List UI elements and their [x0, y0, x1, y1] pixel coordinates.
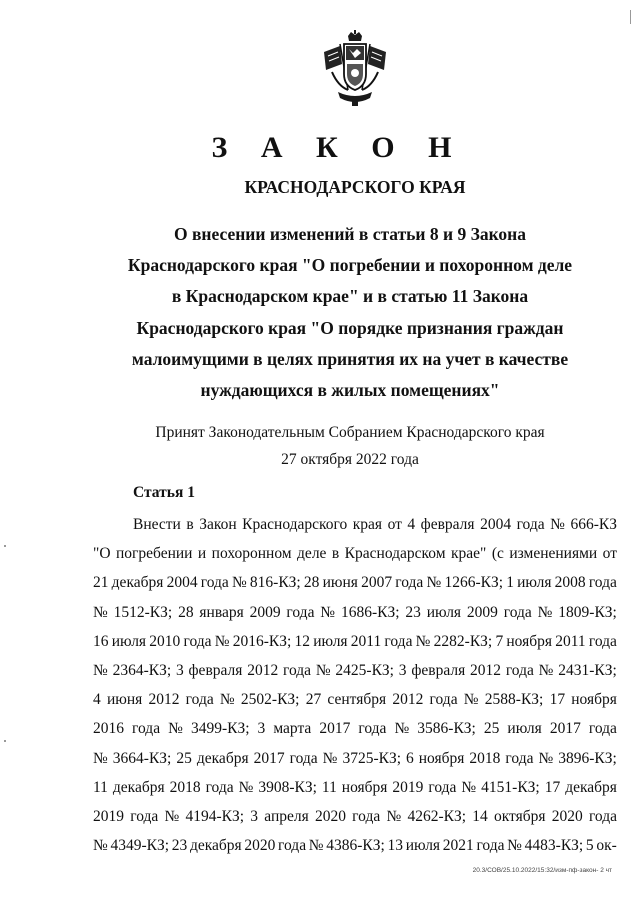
word: 11	[321, 778, 337, 796]
word: июля	[517, 574, 552, 592]
word: 2009	[249, 603, 281, 621]
word: 17	[549, 691, 566, 709]
word: 2009	[466, 603, 498, 621]
word: 16	[93, 632, 109, 650]
word: апреля	[264, 808, 309, 826]
word: года	[588, 808, 617, 826]
word: июля	[426, 603, 462, 621]
word: года	[185, 691, 214, 709]
word: Закон	[199, 516, 237, 533]
word: 1266-КЗ;	[444, 574, 504, 592]
article-line	[93, 744, 617, 773]
word: февраля	[188, 662, 243, 680]
word: 21	[93, 574, 109, 592]
word: 11	[93, 778, 108, 796]
word: 5	[585, 837, 594, 855]
word: №	[93, 837, 108, 855]
word: года	[130, 808, 159, 826]
scan-mark	[630, 10, 631, 24]
word: №	[93, 749, 108, 767]
word: года	[183, 632, 212, 650]
word: 1686-КЗ;	[340, 603, 400, 621]
word: декабря	[112, 778, 165, 796]
article-line	[93, 598, 617, 627]
word: ноября	[571, 691, 617, 709]
adoption-line: Принят Законодательным Собранием Краснодарского края	[155, 424, 545, 441]
adoption-note	[60, 419, 640, 473]
word: года	[588, 574, 617, 592]
word: в	[186, 516, 194, 533]
heading-line: в Краснодарском крае" и в статью 11 Закона	[171, 286, 529, 307]
word: года	[286, 603, 315, 621]
word: 3586-КЗ;	[417, 720, 476, 738]
word: июля	[405, 837, 441, 855]
word: 2019	[392, 778, 424, 796]
word: №	[538, 662, 554, 680]
word: 2012	[148, 691, 180, 709]
word: №	[426, 574, 442, 592]
word: сентября	[327, 691, 387, 709]
word: года	[278, 837, 307, 855]
word: 2019	[93, 808, 124, 826]
word: 23	[405, 603, 421, 621]
word: №	[320, 603, 336, 621]
word: в	[331, 545, 340, 563]
word: 2021	[442, 837, 474, 855]
word: 2010	[149, 632, 181, 650]
word: 3	[250, 808, 259, 826]
word: 2020	[551, 808, 583, 826]
article-line	[93, 773, 617, 802]
word: 2017	[253, 749, 285, 767]
word: 3664-КЗ;	[112, 749, 172, 767]
word: 14	[472, 808, 488, 826]
word: 3	[398, 662, 407, 680]
word: года	[289, 749, 318, 767]
word: 4386-КЗ;	[326, 837, 385, 855]
article-line	[93, 685, 617, 714]
word: изменениями	[509, 545, 598, 563]
article-line	[93, 627, 617, 656]
word: 28	[303, 574, 320, 592]
word: года	[588, 632, 617, 650]
word: 28	[178, 603, 194, 621]
word: №	[315, 662, 331, 680]
word: года	[205, 778, 234, 796]
word: от	[387, 516, 402, 533]
word: №	[386, 808, 402, 826]
article-line	[93, 510, 617, 539]
word: 2011	[350, 632, 382, 650]
word: января	[199, 603, 244, 621]
word: 4349-КЗ;	[110, 837, 170, 855]
document-issuer-title: КРАСНОДАРСКОГО КРАЯ	[244, 177, 466, 197]
article-body	[93, 510, 617, 860]
heading-line: малоимущими в целях принятия их на учет в качестве	[131, 348, 569, 369]
word: 2502-КЗ;	[240, 691, 300, 709]
heading-line: Краснодарского края "О погребении и похоронном деле	[127, 255, 573, 276]
word: №	[415, 632, 431, 650]
word: года	[384, 632, 413, 650]
word: 2004	[480, 516, 512, 533]
word: 2020	[244, 837, 276, 855]
word: №	[537, 603, 553, 621]
word: №	[308, 837, 324, 855]
word: №	[214, 632, 230, 650]
word: "О	[93, 545, 111, 563]
scan-mark	[4, 740, 6, 742]
article-line	[93, 656, 617, 685]
word: Краснодарском	[344, 545, 446, 563]
word: 3499-КЗ;	[190, 720, 250, 738]
word: №	[164, 808, 180, 826]
word: ноября	[506, 632, 553, 650]
word: Внести	[133, 516, 181, 533]
word: №	[538, 749, 554, 767]
word: года	[476, 837, 505, 855]
heading-line: Краснодарского края "О порядке признания граждан	[136, 317, 564, 338]
word: декабря	[189, 837, 242, 855]
word: №	[463, 691, 479, 709]
word: №	[238, 778, 254, 796]
word: 2282-КЗ;	[433, 632, 493, 650]
word: декабря	[111, 574, 164, 592]
word: октября	[493, 808, 546, 826]
word: года	[516, 516, 545, 533]
word: 3908-КЗ;	[258, 778, 317, 796]
word: 4	[93, 691, 101, 709]
word: №	[550, 516, 565, 533]
document-type-title: З А К О Н	[211, 131, 465, 164]
word: года	[358, 720, 387, 738]
word: 2016	[93, 720, 124, 738]
word: похоронном	[211, 545, 292, 563]
word: 2016-КЗ;	[232, 632, 292, 650]
word: №	[322, 749, 338, 767]
heading-line: нуждающихся в жилых помещениях"	[200, 380, 500, 401]
article-line	[93, 568, 617, 597]
word: февраля	[420, 516, 475, 533]
word: №	[93, 603, 108, 621]
word: года	[132, 720, 161, 738]
word: 17	[544, 778, 561, 796]
word: 12	[294, 632, 310, 650]
word: 2004	[166, 574, 198, 592]
word: 27	[305, 691, 322, 709]
word: ок-	[596, 837, 617, 855]
word: года	[429, 691, 458, 709]
word: февраля	[411, 662, 466, 680]
word: года	[282, 662, 312, 680]
footer-code: 20.3/СОВ/25.10.2022/15:32/изм-пф-закон- 2 чт	[472, 867, 612, 874]
word: марта	[273, 720, 312, 738]
word: от	[602, 545, 617, 563]
article-line	[93, 539, 617, 568]
word: года	[588, 720, 617, 738]
word: 2007	[361, 574, 393, 592]
word: года	[200, 574, 229, 592]
word: №	[93, 662, 108, 680]
word: декабря	[196, 749, 249, 767]
law-heading	[60, 219, 640, 406]
word: 25	[483, 720, 500, 738]
word: 4262-КЗ;	[407, 808, 467, 826]
word: 4194-КЗ;	[185, 808, 245, 826]
word: 2018	[169, 778, 201, 796]
word: 3896-КЗ;	[558, 749, 617, 767]
adoption-date: 27 октября 2022 года	[281, 451, 419, 468]
word: 2020	[314, 808, 346, 826]
word: года	[352, 808, 381, 826]
word: июня	[106, 691, 143, 709]
word: №	[168, 720, 183, 738]
word: 2588-КЗ;	[484, 691, 544, 709]
word: погребении	[115, 545, 193, 563]
word: 6	[406, 749, 414, 767]
word: года	[505, 662, 534, 680]
word: (с	[491, 545, 504, 563]
word: 2012	[470, 662, 502, 680]
word: года	[503, 603, 532, 621]
word: 4	[407, 516, 416, 533]
word: 2012	[392, 691, 424, 709]
word: деле	[297, 545, 327, 563]
word: 2018	[469, 749, 501, 767]
word: 4483-КЗ;	[524, 837, 584, 855]
word: Краснодарского	[242, 516, 348, 533]
word: 2017	[319, 720, 351, 738]
word: года	[505, 749, 534, 767]
word: 25	[176, 749, 192, 767]
word: декабря	[565, 778, 617, 796]
word: ноября	[341, 778, 388, 796]
word: 4151-КЗ;	[481, 778, 540, 796]
word: 2431-КЗ;	[558, 662, 617, 680]
word: 2008	[554, 574, 586, 592]
word: крае"	[450, 545, 487, 563]
word: 2012	[247, 662, 279, 680]
article-line	[93, 831, 617, 860]
article-line	[93, 714, 617, 743]
word: края	[352, 516, 383, 533]
scan-mark	[4, 545, 6, 547]
word: 23	[171, 837, 188, 855]
word: 13	[387, 837, 404, 855]
word: июля	[507, 720, 542, 738]
word: №	[394, 720, 410, 738]
coat-of-arms-icon	[318, 30, 392, 108]
word: 3725-КЗ;	[342, 749, 402, 767]
word: №	[507, 837, 522, 855]
word: 1809-КЗ;	[558, 603, 617, 621]
word: №	[219, 691, 235, 709]
article-line	[93, 802, 617, 831]
word: 2017	[549, 720, 581, 738]
word: №	[231, 574, 247, 592]
heading-line: О внесении изменений в статьи 8 и 9 Закона	[173, 224, 527, 244]
word: ноября	[418, 749, 465, 767]
word: года	[395, 574, 424, 592]
word: года	[428, 778, 457, 796]
word: и	[197, 545, 207, 563]
word: 3	[257, 720, 266, 738]
word: 3	[175, 662, 184, 680]
word: 2425-КЗ;	[335, 662, 394, 680]
word: июля	[313, 632, 348, 650]
word: июля	[111, 632, 147, 650]
word: 816-КЗ;	[249, 574, 301, 592]
word: 2364-КЗ;	[112, 662, 172, 680]
word: 1512-КЗ;	[113, 603, 173, 621]
word: 666-КЗ	[570, 516, 617, 533]
word: 1	[506, 574, 514, 592]
article-title: Статья 1	[133, 484, 195, 501]
word: 2011	[555, 632, 586, 650]
word: июня	[322, 574, 358, 592]
word: №	[461, 778, 477, 796]
word: 7	[495, 632, 504, 650]
